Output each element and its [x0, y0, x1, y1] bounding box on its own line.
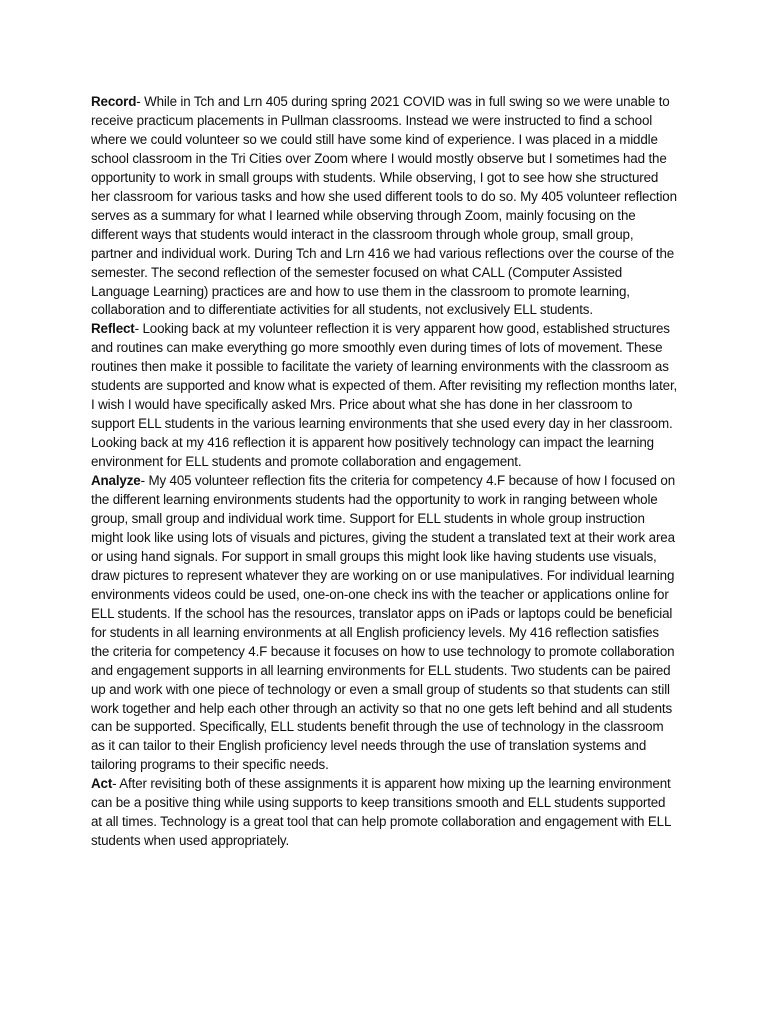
- document-body: [91, 93, 678, 851]
- analyze-paragraph: [91, 472, 678, 775]
- reflect-paragraph: [91, 320, 678, 472]
- reflect-heading: Reflect: [91, 321, 135, 337]
- analyze-text: - My 405 volunteer reflection fits the criteria for competency 4.F because of how I focused on the different learning environments students had the opportunity to work in ranging between whole group, small group and individual work time. Support for ELL students in whole group instruction might look like using lots of visuals and pictures, giving the student a translated text at their work area or using hand signals. For support in small groups this might look like having students use visuals, draw pictures to represent whatever they are working on or use manipulatives. For individual learning environments videos could be used, one-on-one check ins with the teacher or applications online for ELL students. If the school has the resources, translator apps on iPads or laptops could be beneficial for students in all learning environments at all English proficiency levels. My 416 reflection satisfies the criteria for competency 4.F because it focuses on how to use technology to promote collaboration and engagement supports in all learning environments for ELL students. Two students can be paired up and work with one piece of technology or even a small group of students so that students can still work together and help each other through an activity so that no one gets left behind and all students can be supported. Specifically, ELL students benefit through the use of technology in the classroom as it can tailor to their English proficiency level needs through the use of translation systems and tailoring programs to their specific needs.: [91, 473, 676, 773]
- reflect-text: - Looking back at my volunteer reflection it is very apparent how good, established structures and routines can make everything go more smoothly even during times of lots of movement. These routines then make it possible to facilitate the variety of learning environments with the classroom as students are supported and know what is expected of them. After revisiting my reflection months later, I wish I would have specifically asked Mrs. Price about what she has done in her classroom to support ELL students in the various learning environments that she used every day in her classroom. Looking back at my 416 reflection it is apparent how positively technology can impact the learning environment for ELL students and promote collaboration and engagement.: [91, 321, 678, 470]
- record-text: - While in Tch and Lrn 405 during spring 2021 COVID was in full swing so we were unable to receive practicum placements in Pullman classrooms. Instead we were instructed to find a school where we could volunteer so we could still have some kind of experience. I was placed in a middle school classroom in the Tri Cities over Zoom where I would mostly observe but I sometimes had the opportunity to work in small groups with students. While observing, I got to see how she structured her classroom for various tasks and how she used different tools to do so. My 405 volunteer reflection serves as a summary for what I learned while observing through Zoom, mainly focusing on the different ways that students would interact in the classroom through whole group, small group, partner and individual work. During Tch and Lrn 416 we had various reflections over the course of the semester. The second reflection of the semester focused on what CALL (Computer Assisted Language Learning) practices are and how to use them in the classroom to promote learning, collaboration and to differentiate activities for all students, not exclusively ELL students.: [91, 94, 677, 318]
- act-heading: Act: [91, 776, 113, 792]
- act-paragraph: [91, 775, 678, 851]
- record-paragraph: [91, 93, 678, 320]
- act-text: - After revisiting both of these assignments it is apparent how mixing up the learning environment can be a positive thing while using supports to keep transitions smooth and ELL students supported at all times. Technology is a great tool that can help promote collaboration and engagement with ELL students when used appropriately.: [91, 776, 671, 849]
- analyze-heading: Analyze: [91, 473, 141, 489]
- record-heading: Record: [91, 94, 137, 109]
